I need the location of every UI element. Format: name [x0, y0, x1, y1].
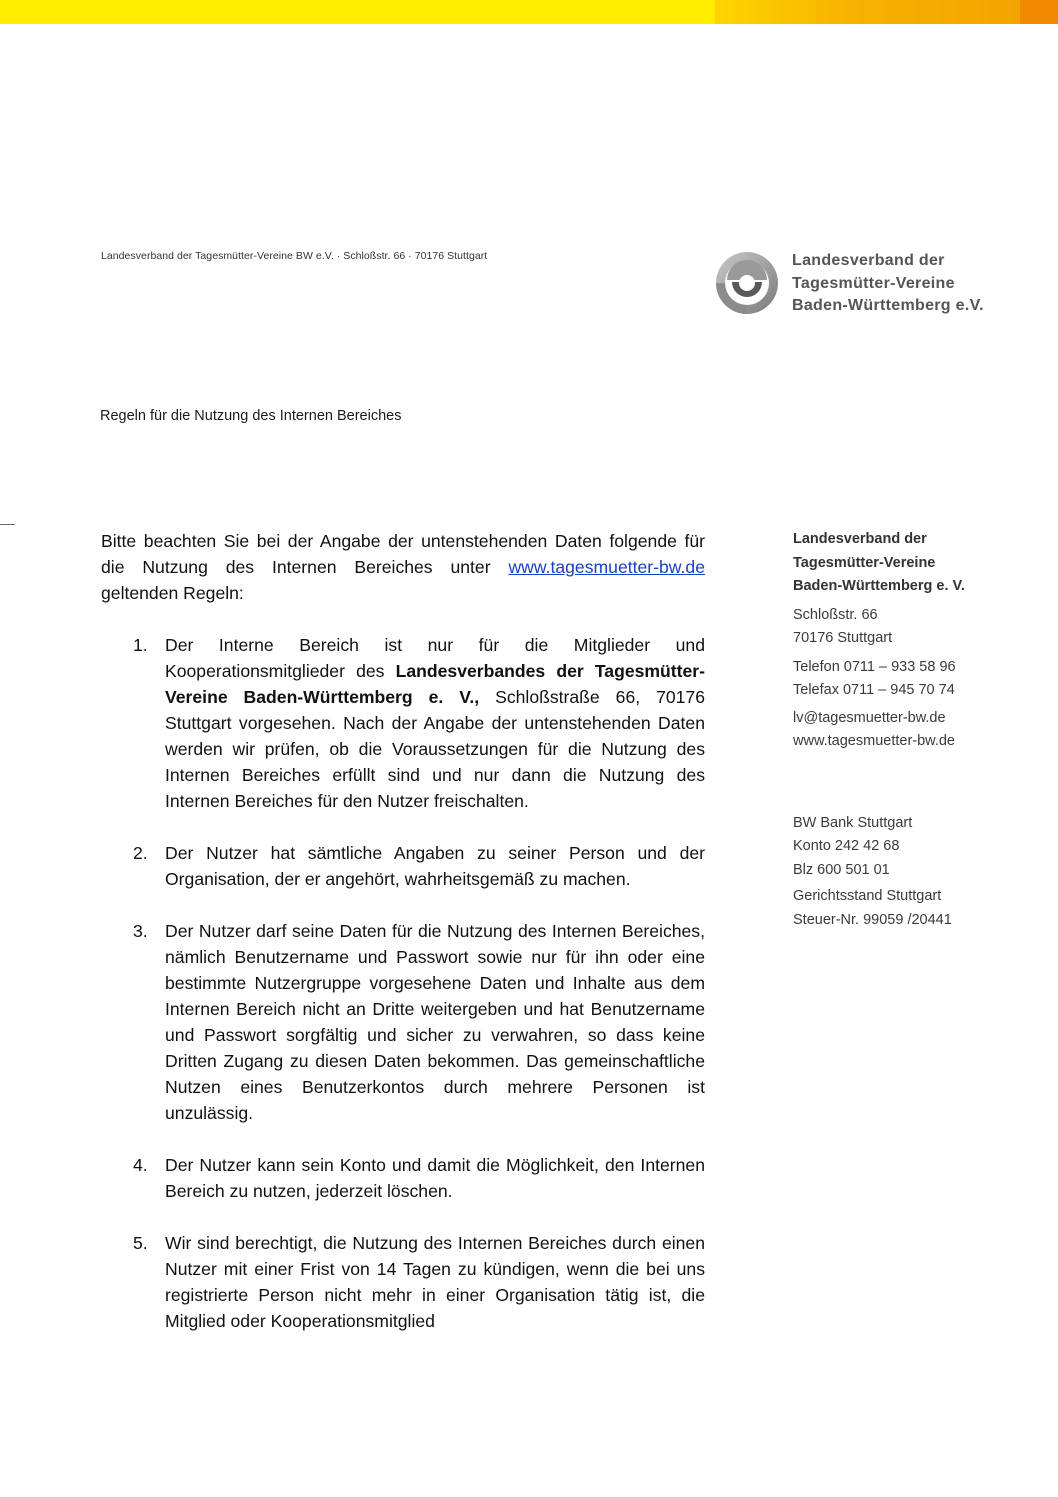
- rule-number: 5.: [133, 1233, 148, 1253]
- sidebar-email: lv@tagesmuetter-bw.de: [793, 709, 946, 726]
- letter-body: [101, 528, 705, 1360]
- sender-address-line: Landesverband der Tagesmütter-Vereine BW e.V. · Schloßstr. 66 · 70176 Stuttgart: [101, 250, 488, 262]
- rule-item: [101, 918, 705, 1126]
- rules-list: [101, 632, 705, 1334]
- sidebar-blz: Blz 600 501 01: [793, 861, 890, 878]
- rule-text-end: Schloßstraße 66, 70176 Stuttgart vorgesehen. Nach der Angabe der untenstehenden Daten werden wir prüfen, ob die Voraussetzungen für die Nutzung des Internen Bereiches erfüllt sind und nur dann die Nutzung des Internen Bereiches für den Nutzer freischalten.: [165, 687, 705, 811]
- logo-wordmark: [792, 250, 984, 318]
- sidebar-org-line-1: Landesverband der: [793, 531, 927, 547]
- intro-text: Bitte beachten Sie bei der Angabe der untenstehenden Daten folgende für die Nutzung des Internen Bereiches unter: [101, 531, 705, 577]
- rule-number: 4.: [133, 1155, 148, 1175]
- website-link[interactable]: www.tagesmuetter-bw.de: [508, 557, 705, 577]
- rule-item: [101, 1230, 705, 1334]
- sidebar-street: Schloßstr. 66: [793, 606, 878, 623]
- logo-line-2: Tagesmütter-Vereine: [792, 274, 955, 292]
- logo-line-1: Landesverband der: [792, 252, 945, 269]
- rule-text: Wir sind berechtigt, die Nutzung des Internen Bereiches durch einen Nutzer mit einer Frist von 14 Tagen zu kündigen, wenn die bei uns registrierte Person nicht mehr in einer Organisation tätig ist, die Mitglied oder Kooperationsmitglied: [165, 1233, 705, 1331]
- top-color-bar: [0, 0, 1058, 24]
- top-bar-orange: [1020, 0, 1058, 24]
- sidebar-fax: Telefax 0711 – 945 70 74: [793, 682, 955, 698]
- rule-text: Der Nutzer hat sämtliche Angaben zu seiner Person und der Organisation, der er angehört, wahrheitsgemäß zu machen.: [165, 843, 705, 889]
- intro-paragraph: [101, 528, 705, 606]
- letter-subject: Regeln für die Nutzung des Internen Bereiches: [100, 408, 402, 424]
- rule-number: 2.: [133, 843, 148, 863]
- sidebar-tax: Steuer-Nr. 99059 /20441: [793, 911, 952, 928]
- organization-logo: [714, 250, 1014, 322]
- rule-text: Der Nutzer kann sein Konto und damit die Möglichkeit, den Internen Bereich zu nutzen, jederzeit löschen.: [165, 1155, 705, 1201]
- rule-item: [101, 840, 705, 892]
- sidebar-org-line-3: Baden-Württemberg e. V.: [793, 578, 965, 594]
- rule-number: 3.: [133, 921, 148, 941]
- sidebar-bank: BW Bank Stuttgart: [793, 814, 913, 831]
- sidebar-court: Gerichtsstand Stuttgart: [793, 888, 942, 904]
- rule-org-name: Landesverbandes der Tagesmütter-Vereine Baden-Württemberg e. V.,: [165, 661, 705, 707]
- contact-sidebar: [793, 528, 1033, 932]
- sidebar-org-line-2: Tagesmütter-Vereine: [793, 554, 936, 571]
- circular-swirl-logo-icon: [714, 250, 780, 316]
- top-bar-gold: [715, 0, 1020, 24]
- sidebar-city: 70176 Stuttgart: [793, 630, 893, 646]
- sidebar-phone: Telefon 0711 – 933 58 96: [793, 658, 956, 675]
- sidebar-web: www.tagesmuetter-bw.de: [793, 733, 955, 749]
- rule-text: Der Interne Bereich ist nur für die Mitglieder und Kooperationsmitglieder des: [165, 635, 705, 681]
- logo-line-3: Baden-Württemberg e.V.: [792, 297, 984, 314]
- rule-item: [101, 632, 705, 814]
- intro-text-end: geltenden Regeln:: [101, 583, 244, 603]
- fold-mark: [0, 524, 15, 525]
- sidebar-account: Konto 242 42 68: [793, 838, 900, 854]
- rule-number: 1.: [133, 635, 148, 655]
- top-bar-yellow: [0, 0, 715, 24]
- rule-item: [101, 1152, 705, 1204]
- rule-text: Der Nutzer darf seine Daten für die Nutzung des Internen Bereiches, nämlich Benutzername und Passwort sowie nur für ihn oder eine bestimmte Nutzergruppe vorgesehene Daten und Inhalte aus dem Internen Bereich nicht an Dritte weitergeben und hat Benutzername und Passwort sorgfältig und sicher zu verwahren, so dass keine Dritten Zugang zu diesen Daten bekommen. Das gemeinschaftliche Nutzen eines Benutzerkontos durch mehrere Personen ist unzulässig.: [165, 921, 705, 1123]
